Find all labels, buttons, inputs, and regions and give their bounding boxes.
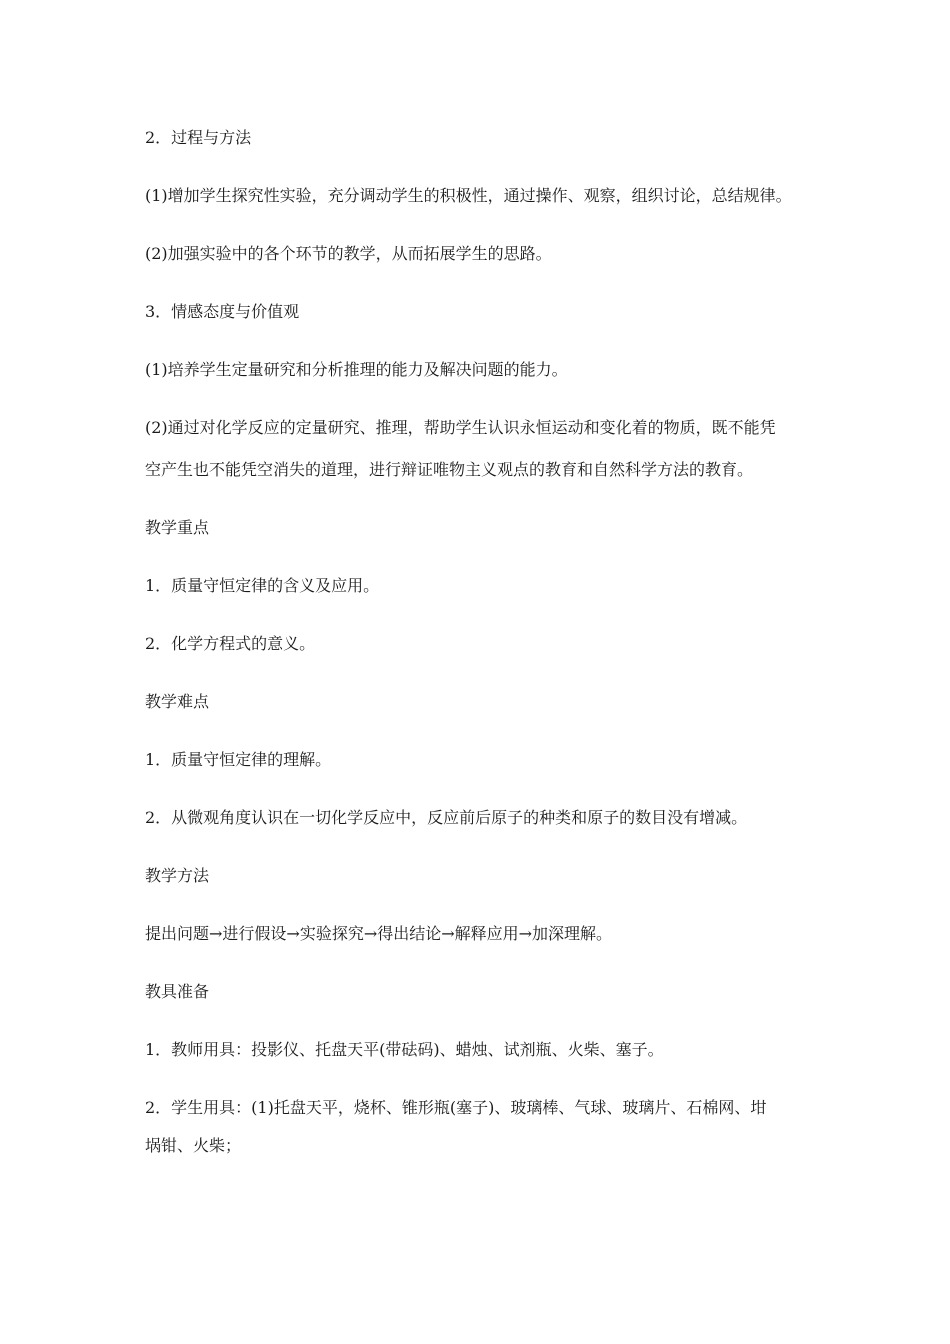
item-emotion-2-line-1: (2)通过对化学反应的定量研究、推理，帮助学生认识永恒运动和变化着的物质，既不能凭	[145, 418, 776, 437]
heading-emotion-values: 3．情感态度与价值观	[145, 302, 300, 321]
item-emotion-2-line-2: 空产生也不能凭空消失的道理，进行辩证唯物主义观点的教育和自然科学方法的教育。	[145, 460, 754, 479]
item-method-flow: 提出问题→进行假设→实验探究→得出结论→解释应用→加深理解。	[145, 924, 613, 943]
item-emotion-1: (1)培养学生定量研究和分析推理的能力及解决问题的能力。	[145, 360, 568, 379]
item-difficulty-2: 2．从微观角度认识在一切化学反应中，反应前后原子的种类和原子的数目没有增减。	[145, 808, 748, 827]
item-focus-1: 1．质量守恒定律的含义及应用。	[145, 576, 380, 595]
item-process-1: (1)增加学生探究性实验，充分调动学生的积极性，通过操作、观察，组织讨论，总结规律。	[145, 186, 792, 205]
heading-teaching-method: 教学方法	[145, 866, 210, 885]
heading-process-method: 2．过程与方法	[145, 128, 252, 147]
heading-teaching-difficulty: 教学难点	[145, 692, 210, 711]
item-process-2: (2)加强实验中的各个环节的教学，从而拓展学生的思路。	[145, 244, 552, 263]
item-aids-student-line-2: 埚钳、火柴；	[145, 1136, 242, 1155]
item-aids-teacher: 1．教师用具：投影仪、托盘天平(带砝码)、蜡烛、试剂瓶、火柴、塞子。	[145, 1040, 664, 1059]
item-difficulty-1: 1．质量守恒定律的理解。	[145, 750, 332, 769]
heading-teaching-aids: 教具准备	[145, 982, 210, 1001]
item-focus-2: 2．化学方程式的意义。	[145, 634, 316, 653]
item-aids-student-line-1: 2．学生用具：(1)托盘天平，烧杯、锥形瓶(塞子)、玻璃棒、气球、玻璃片、石棉网、坩	[145, 1098, 767, 1117]
heading-teaching-focus: 教学重点	[145, 518, 210, 537]
